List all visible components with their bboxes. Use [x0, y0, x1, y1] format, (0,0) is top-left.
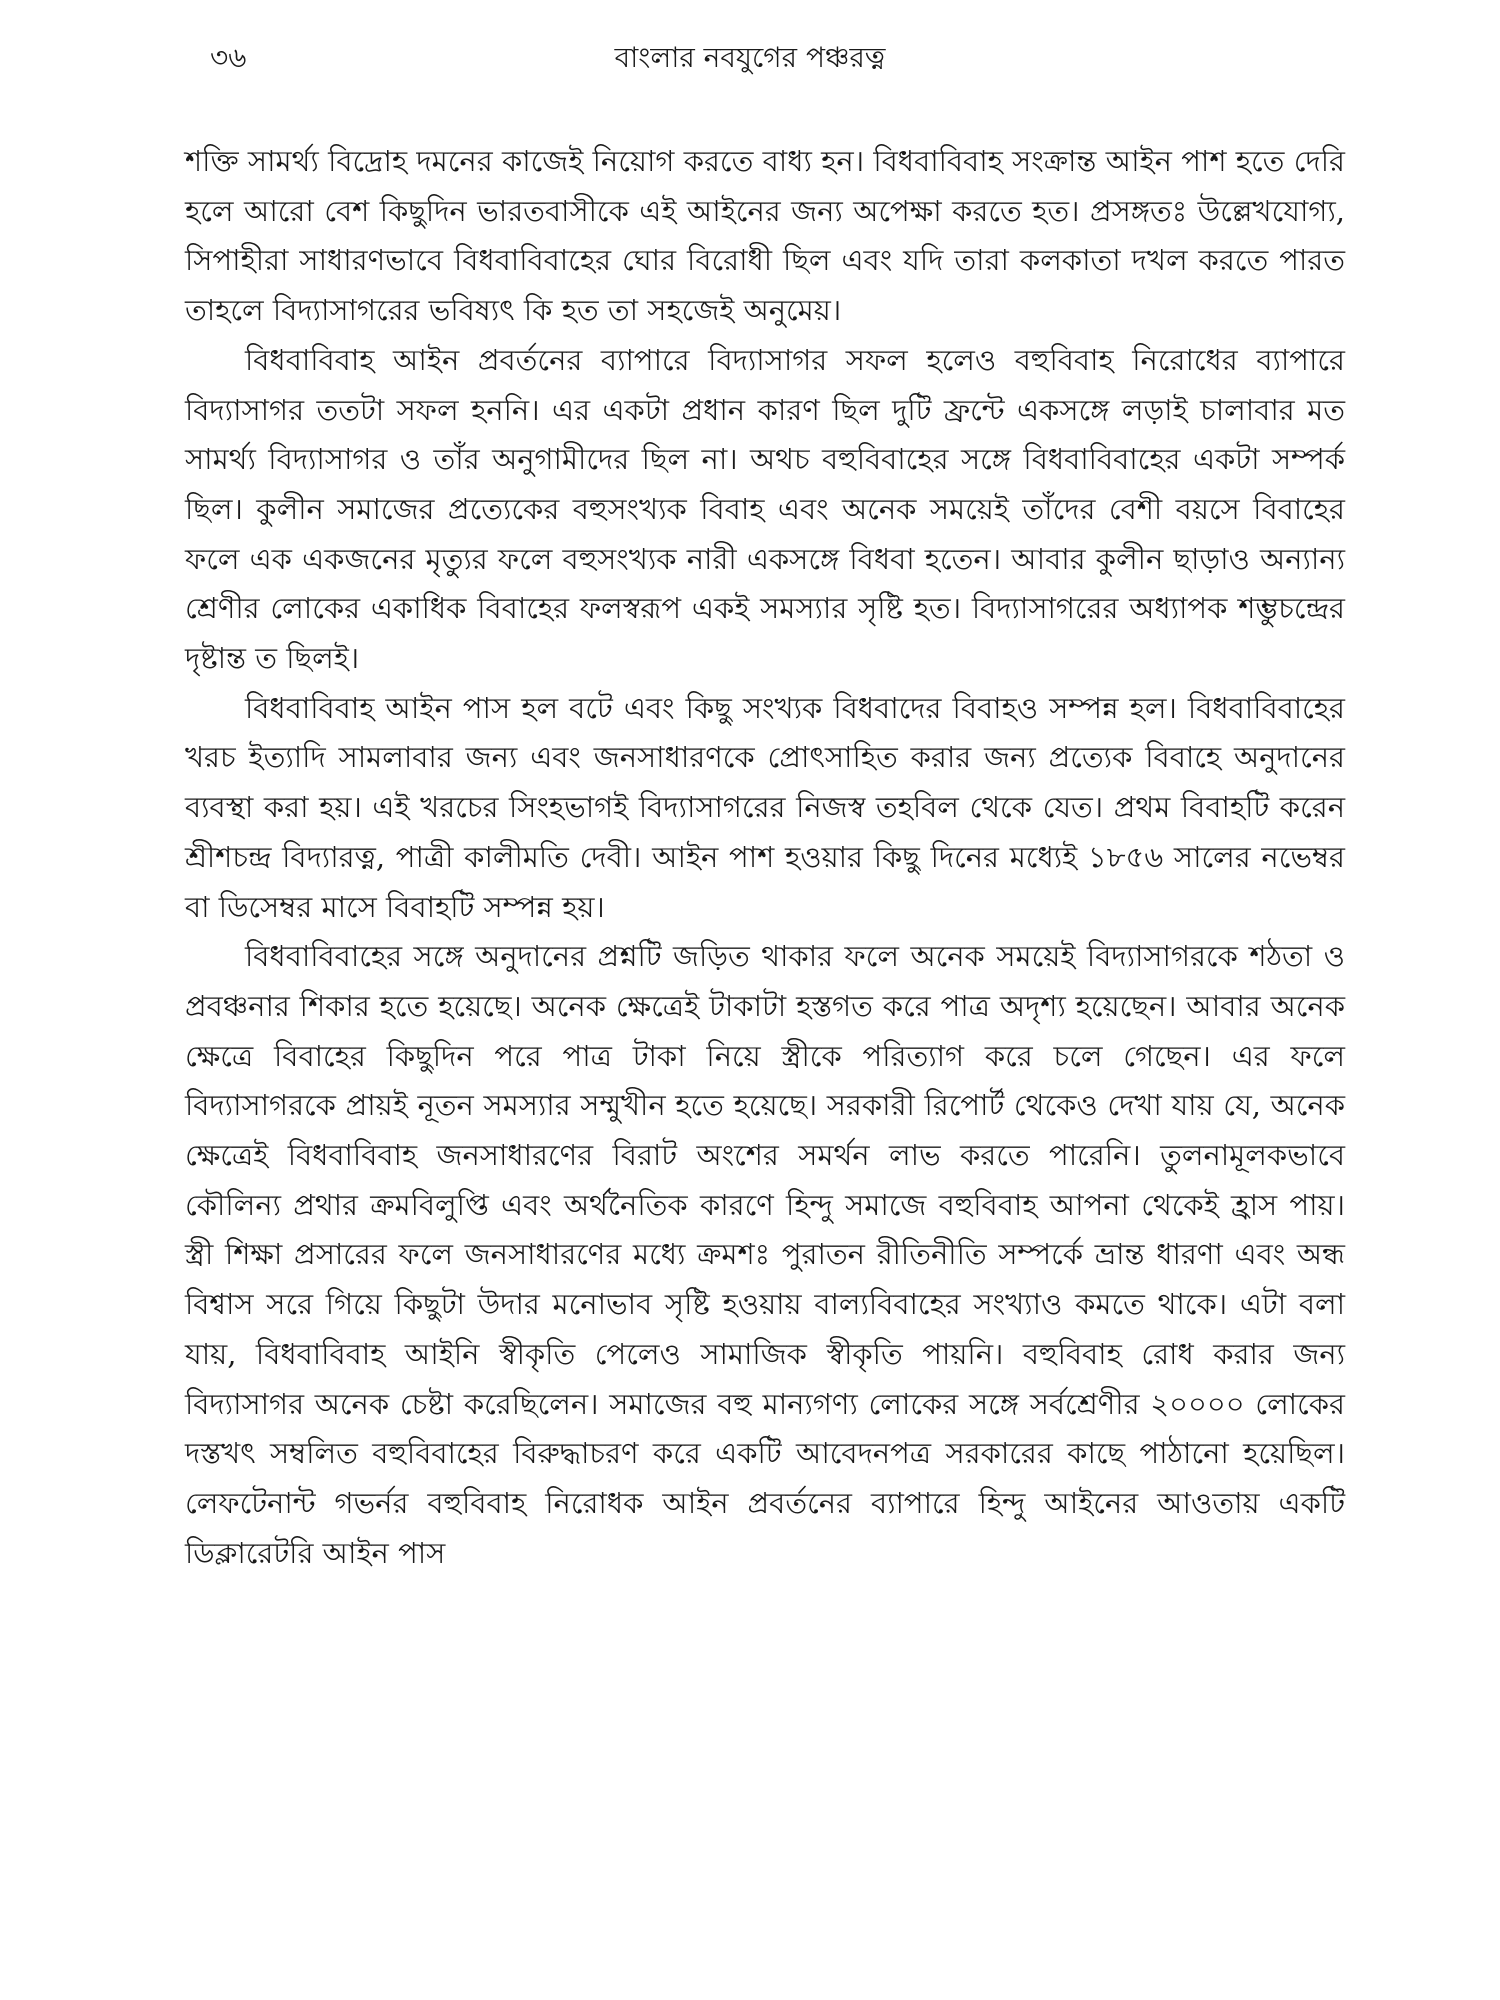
- body-text: [185, 137, 1345, 1578]
- running-title: বাংলার নবযুগের পঞ্চরত্ন: [614, 41, 886, 74]
- paragraph-4: বিধবাবিবাহের সঙ্গে অনুদানের প্রশ্নটি জড়িত থাকার ফলে অনেক সময়েই বিদ্যাসাগরকে শঠতা ও প্রবঞ্চনার শিকার হতে হয়েছে। অনেক ক্ষেত্রেই টাকাটা হস্তগত করে পাত্র অদৃশ্য হয়েছেন। আবার অনেক ক্ষেত্রে বিবাহের কিছুদিন পরে পাত্র টাকা নিয়ে স্ত্রীকে পরিত্যাগ করে চলে গেছেন। এর ফলে বিদ্যাসাগরকে প্রায়ই নূতন সমস্যার সম্মুখীন হতে হয়েছে। সরকারী রিপোর্ট থেকেও দেখা যায় যে, অনেক ক্ষেত্রেই বিধবাবিবাহ জনসাধারণের বিরাট অংশের সমর্থন লাভ করতে পারেনি। তুলনামূলকভাবে কৌলিন্য প্রথার ক্রমবিলুপ্তি এবং অর্থনৈতিক কারণে হিন্দু সমাজে বহুবিবাহ আপনা থেকেই হ্রাস পায়। স্ত্রী শিক্ষা প্রসারের ফলে জনসাধারণের মধ্যে ক্রমশঃ পুরাতন রীতিনীতি সম্পর্কে ভ্রান্ত ধারণা এবং অন্ধ বিশ্বাস সরে গিয়ে কিছুটা উদার মনোভাব সৃষ্টি হওয়ায় বাল্যবিবাহের সংখ্যাও কমতে থাকে। এটা বলা যায়, বিধবাবিবাহ আইনি স্বীকৃতি পেলেও সামাজিক স্বীকৃতি পায়নি। বহুবিবাহ রোধ করার জন্য বিদ্যাসাগর অনেক চেষ্টা করেছিলেন। সমাজের বহু মান্যগণ্য লোকের সঙ্গে সর্বশ্রেণীর ২০০০০ লোকের দস্তখৎ সম্বলিত বহুবিবাহের বিরুদ্ধাচরণ করে একটি আবেদনপত্র সরকারের কাছে পাঠানো হয়েছিল। লেফটেনান্ট গভর্নর বহুবিবাহ নিরোধক আইন প্রবর্তনের ব্যাপারে হিন্দু আইনের আওতায় একটি ডিক্লারেটরি আইন পাস: [185, 939, 1345, 1570]
- paragraph-1: শক্তি সামর্থ্য বিদ্রোহ দমনের কাজেই নিয়োগ করতে বাধ্য হন। বিধবাবিবাহ সংক্রান্ত আইন পাশ হতে দেরি হলে আরো বেশ কিছুদিন ভারতবাসীকে এই আইনের জন্য অপেক্ষা করতে হত। প্রসঙ্গতঃ উল্লেখযোগ্য, সিপাহীরা সাধারণভাবে বিধবাবিবাহের ঘোর বিরোধী ছিল এবং যদি তারা কলকাতা দখল করতে পারত তাহলে বিদ্যাসাগরের ভবিষ্যৎ কি হত তা সহজেই অনুমেয়।: [185, 144, 1345, 328]
- paragraph-2: বিধবাবিবাহ আইন প্রবর্তনের ব্যাপারে বিদ্যাসাগর সফল হলেও বহুবিবাহ নিরোধের ব্যাপারে বিদ্যাসাগর ততটা সফল হননি। এর একটা প্রধান কারণ ছিল দুটি ফ্রন্টে একসঙ্গে লড়াই চালাবার মত সামর্থ্য বিদ্যাসাগর ও তাঁর অনুগামীদের ছিল না। অথচ বহুবিবাহের সঙ্গে বিধবাবিবাহের একটা সম্পর্ক ছিল। কুলীন সমাজের প্রত্যেকের বহুসংখ্যক বিবাহ এবং অনেক সময়েই তাঁদের বেশী বয়সে বিবাহের ফলে এক একজনের মৃত্যুর ফলে বহুসংখ্যক নারী একসঙ্গে বিধবা হতেন। আবার কুলীন ছাড়াও অন্যান্য শ্রেণীর লোকের একাধিক বিবাহের ফলস্বরূপ একই সমস্যার সৃষ্টি হত। বিদ্যাসাগরের অধ্যাপক শম্ভুচন্দ্রের দৃষ্টান্ত ত ছিলই।: [185, 342, 1345, 676]
- page-number: ৩৬: [210, 41, 247, 74]
- paragraph-3: বিধবাবিবাহ আইন পাস হল বটে এবং কিছু সংখ্যক বিধবাদের বিবাহও সম্পন্ন হল। বিধবাবিবাহের খরচ ইত্যাদি সামলাবার জন্য এবং জনসাধারণকে প্রোৎসাহিত করার জন্য প্রত্যেক বিবাহে অনুদানের ব্যবস্থা করা হয়। এই খরচের সিংহভাগই বিদ্যাসাগরের নিজস্ব তহবিল থেকে যেত। প্রথম বিবাহটি করেন শ্রীশচন্দ্র বিদ্যারত্ন, পাত্রী কালীমতি দেবী। আইন পাশ হওয়ার কিছু দিনের মধ্যেই ১৮৫৬ সালের নভেম্বর বা ডিসেম্বর মাসে বিবাহটি সম্পন্ন হয়।: [185, 690, 1345, 924]
